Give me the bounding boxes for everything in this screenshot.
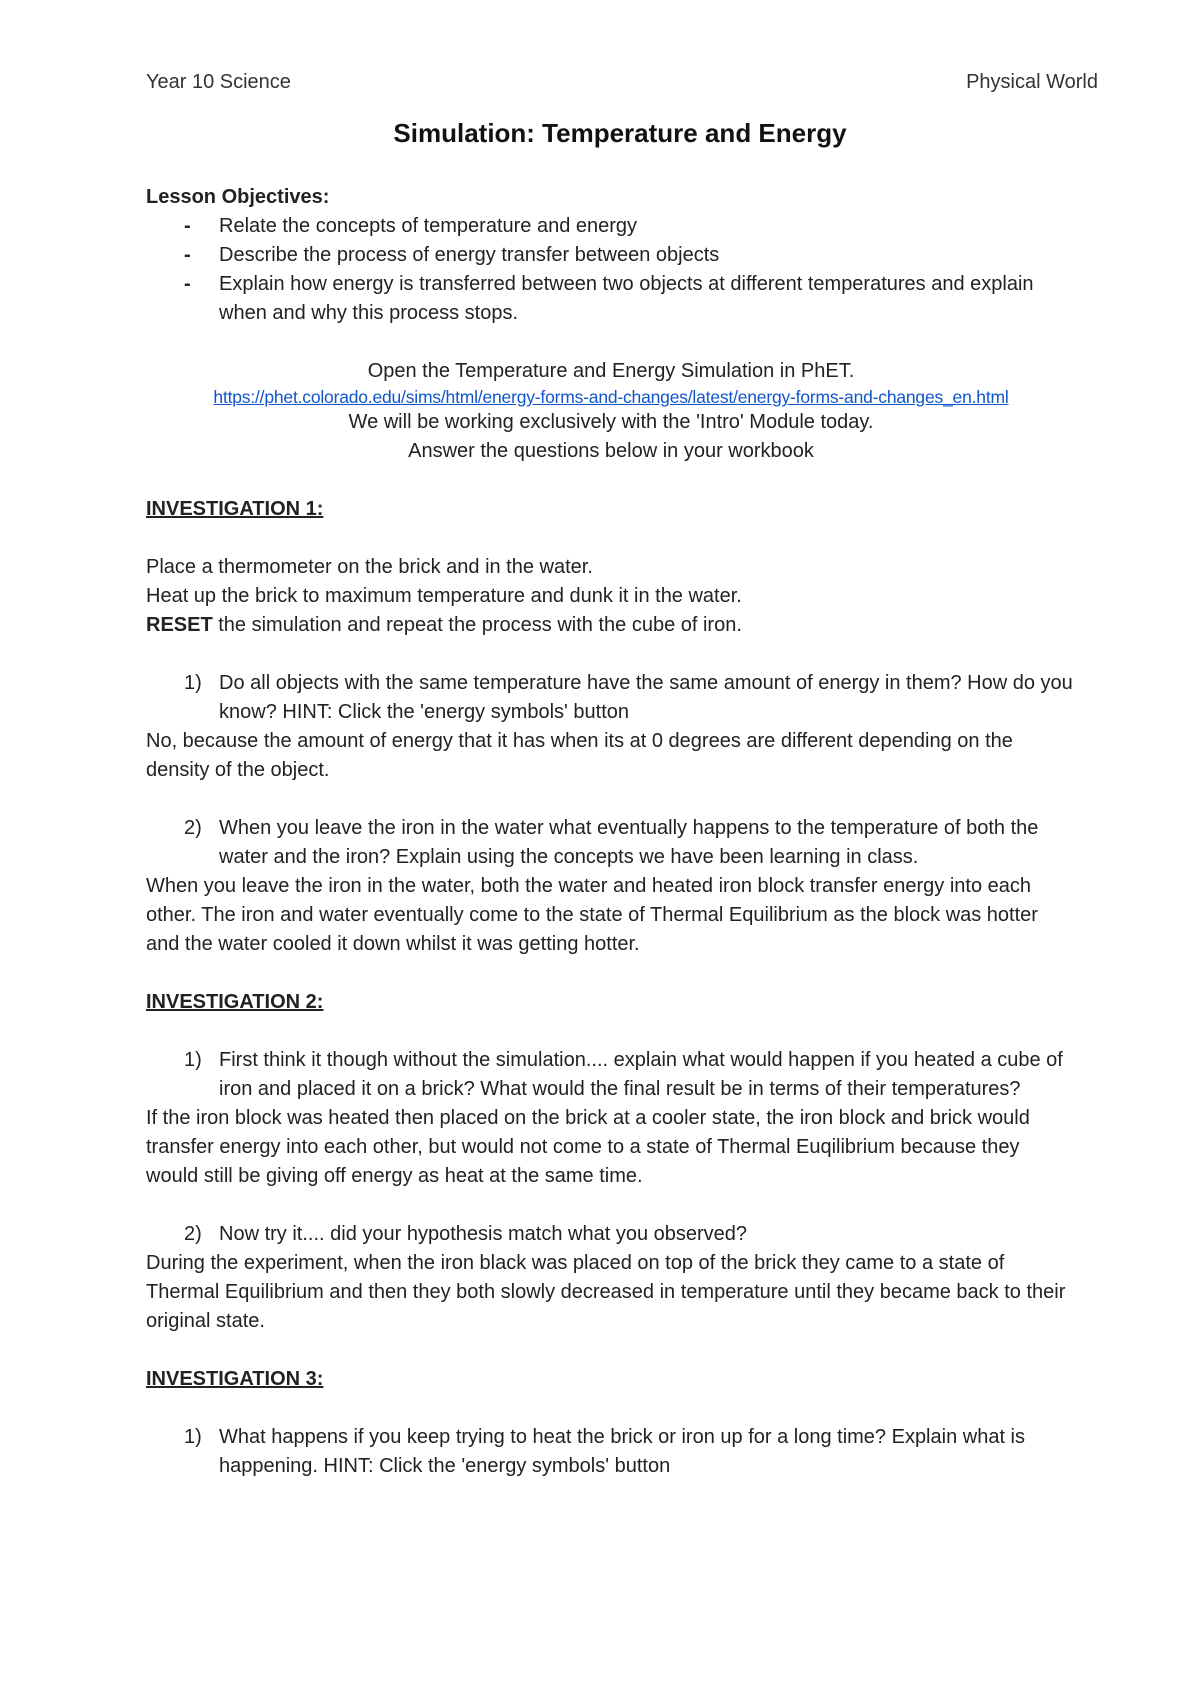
- inv1-reset-instruction: RESET the simulation and repeat the process with the cube of iron.: [146, 614, 742, 636]
- inv1-answer-1: No, because the amount of energy that it has when its at 0 degrees are different depending on the density of the object.: [146, 730, 1013, 781]
- investigation-3-heading: INVESTIGATION 3:: [146, 1368, 324, 1390]
- intro-module-note: We will be working exclusively with the 'Intro' Module today.: [348, 411, 874, 433]
- objective-item: - Describe the process of energy transfer between objects: [146, 241, 1076, 270]
- header-unit: Physical World: [966, 71, 1098, 93]
- document-body: [146, 183, 1076, 1481]
- inv2-question-2: 2) Now try it.... did your hypothesis match what you observed?: [184, 1223, 748, 1245]
- phet-simulation-link[interactable]: https://phet.colorado.edu/sims/html/energy-forms-and-changes/latest/energy-forms-and-changes_en.html: [213, 387, 1009, 407]
- intro-open-sim: Open the Temperature and Energy Simulation in PhET.: [367, 360, 855, 382]
- objectives-heading: Lesson Objectives:: [146, 186, 330, 208]
- inv2-answer-2: During the experiment, when the iron black was placed on top of the brick they came to a state of Thermal Equilibrium and then they both slowly decreased in temperature until they became back to their original state.: [146, 1252, 1066, 1332]
- objective-item: - Relate the concepts of temperature and energy: [146, 212, 1076, 241]
- inv2-answer-1: If the iron block was heated then placed on the brick at a cooler state, the iron block and brick would transfer energy into each other, but would not come to a state of Thermal Euqilibrium because they would still be giving off energy as heat at the same time.: [146, 1107, 1030, 1187]
- investigation-1-heading: INVESTIGATION 1:: [146, 498, 324, 520]
- page-title: Simulation: Temperature and Energy: [393, 118, 847, 148]
- dash-bullet: -: [184, 273, 191, 295]
- inv1-instruction: Heat up the brick to maximum temperature and dunk it in the water.: [146, 585, 742, 607]
- header-course: Year 10 Science: [146, 71, 291, 93]
- inv1-instruction: Place a thermometer on the brick and in the water.: [146, 556, 593, 578]
- inv1-question-1: 1) Do all objects with the same temperature have the same amount of energy in them? How do you know? HINT: Click the 'energy symbols' button: [184, 672, 1073, 723]
- dash-bullet: -: [184, 215, 191, 237]
- objectives-list: [146, 212, 1076, 328]
- inv2-question-1: 1) First think it though without the simulation.... explain what would happen if you heated a cube of iron and placed it on a brick? What would the final result be in terms of their temperatures?: [184, 1049, 1063, 1100]
- intro-workbook-note: Answer the questions below in your workbook: [408, 440, 814, 462]
- objective-item: - Explain how energy is transferred between two objects at different temperatures and explain when and why this process stops.: [146, 270, 1076, 328]
- inv1-question-2: 2) When you leave the iron in the water what eventually happens to the temperature of both the water and the iron? Explain using the concepts we have been learning in class.: [184, 817, 1039, 868]
- inv3-question-1: 1) What happens if you keep trying to heat the brick or iron up for a long time? Explain what is happening. HINT: Click the 'energy symbols' button: [184, 1426, 1025, 1477]
- investigation-2-heading: INVESTIGATION 2:: [146, 991, 324, 1013]
- dash-bullet: -: [184, 244, 191, 266]
- inv1-answer-2: When you leave the iron in the water, both the water and heated iron block transfer energy into each other. The iron and water eventually come to the state of Thermal Equilibrium as the block was hotter and the water cooled it down whilst it was getting hotter.: [146, 875, 1038, 955]
